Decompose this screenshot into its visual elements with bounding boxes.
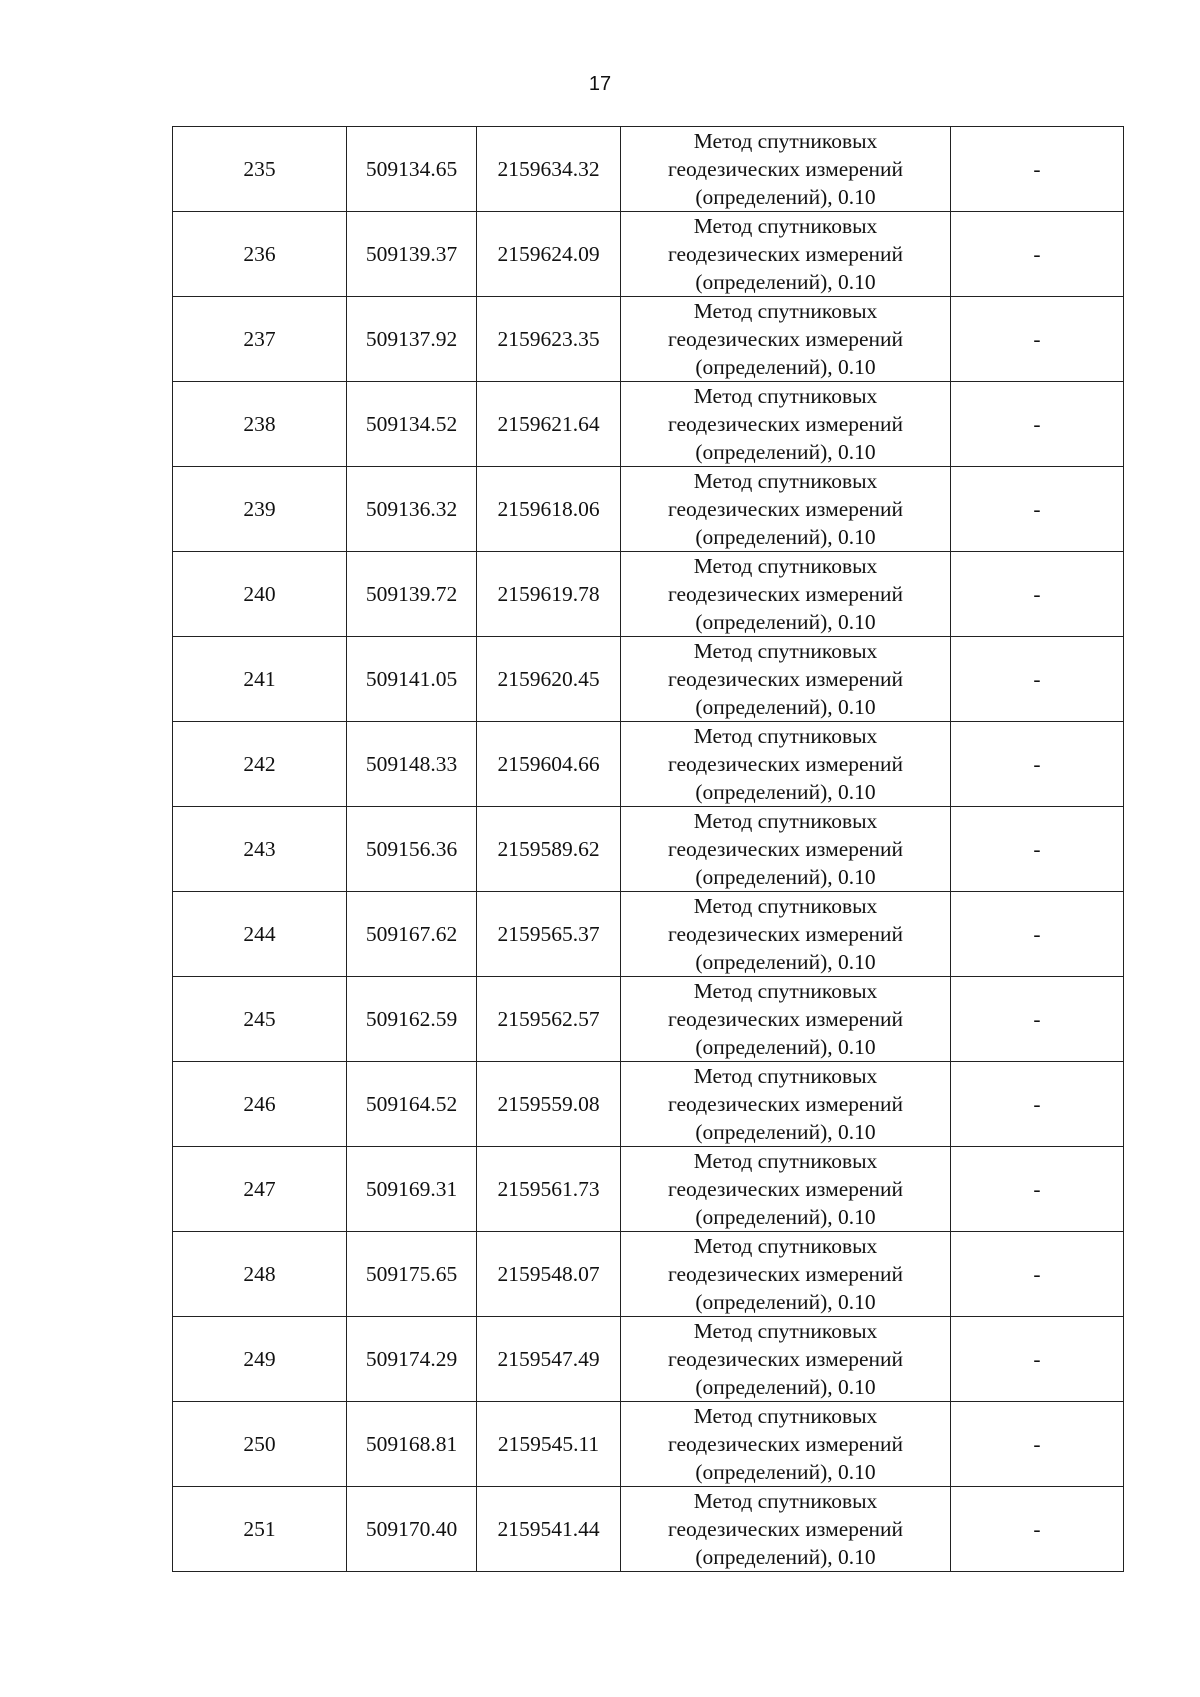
- point-number-cell: 248: [173, 1232, 347, 1317]
- method-line: (определений), 0.10: [695, 1120, 876, 1144]
- method-line: (определений), 0.10: [695, 525, 876, 549]
- method-line: геодезических измерений: [667, 752, 904, 776]
- method-line: геодезических измерений: [667, 922, 904, 946]
- table-row: [173, 552, 1124, 637]
- table-row: [173, 1147, 1124, 1232]
- method-cell: [621, 1317, 951, 1402]
- method-line: (определений), 0.10: [695, 1375, 876, 1399]
- method-cell: [621, 1232, 951, 1317]
- method-line: (определений), 0.10: [695, 865, 876, 889]
- x-coordinate-cell: 509136.32: [347, 467, 477, 552]
- y-coordinate-cell: 2159620.45: [477, 637, 621, 722]
- table-row: [173, 467, 1124, 552]
- method-line: Метод спутниковых: [693, 384, 878, 408]
- method-line: геодезических измерений: [667, 1262, 904, 1286]
- method-line: (определений), 0.10: [695, 185, 876, 209]
- method-cell: [621, 552, 951, 637]
- point-number-cell: 245: [173, 977, 347, 1062]
- point-number-cell: 244: [173, 892, 347, 977]
- method-line: (определений), 0.10: [695, 355, 876, 379]
- method-line: геодезических измерений: [667, 327, 904, 351]
- method-line: геодезических измерений: [667, 582, 904, 606]
- x-coordinate-cell: 509164.52: [347, 1062, 477, 1147]
- table-row: [173, 807, 1124, 892]
- table-row: [173, 892, 1124, 977]
- method-cell: [621, 977, 951, 1062]
- table-row: [173, 382, 1124, 467]
- y-coordinate-cell: 2159565.37: [477, 892, 621, 977]
- method-cell: [621, 212, 951, 297]
- method-line: (определений), 0.10: [695, 1205, 876, 1229]
- method-line: Метод спутниковых: [693, 1234, 878, 1258]
- method-cell: [621, 1062, 951, 1147]
- x-coordinate-cell: 509148.33: [347, 722, 477, 807]
- note-cell: -: [951, 1232, 1124, 1317]
- x-coordinate-cell: 509174.29: [347, 1317, 477, 1402]
- x-coordinate-cell: 509134.52: [347, 382, 477, 467]
- method-line: (определений), 0.10: [695, 1545, 876, 1569]
- note-cell: -: [951, 297, 1124, 382]
- method-line: (определений), 0.10: [695, 1035, 876, 1059]
- y-coordinate-cell: 2159547.49: [477, 1317, 621, 1402]
- table-row: [173, 1487, 1124, 1572]
- method-line: Метод спутниковых: [693, 724, 878, 748]
- x-coordinate-cell: 509162.59: [347, 977, 477, 1062]
- x-coordinate-cell: 509175.65: [347, 1232, 477, 1317]
- method-line: геодезических измерений: [667, 157, 904, 181]
- method-line: Метод спутниковых: [693, 1489, 878, 1513]
- x-coordinate-cell: 509139.37: [347, 212, 477, 297]
- method-cell: [621, 1147, 951, 1232]
- method-cell: [621, 722, 951, 807]
- note-cell: -: [951, 467, 1124, 552]
- method-line: геодезических измерений: [667, 1177, 904, 1201]
- method-line: Метод спутниковых: [693, 469, 878, 493]
- table-row: [173, 212, 1124, 297]
- method-line: Метод спутниковых: [693, 809, 878, 833]
- method-line: Метод спутниковых: [693, 1064, 878, 1088]
- x-coordinate-cell: 509137.92: [347, 297, 477, 382]
- method-line: Метод спутниковых: [693, 1149, 878, 1173]
- method-line: геодезических измерений: [667, 1007, 904, 1031]
- y-coordinate-cell: 2159624.09: [477, 212, 621, 297]
- point-number-cell: 250: [173, 1402, 347, 1487]
- method-line: (определений), 0.10: [695, 695, 876, 719]
- table-row: [173, 637, 1124, 722]
- x-coordinate-cell: 509168.81: [347, 1402, 477, 1487]
- note-cell: -: [951, 977, 1124, 1062]
- y-coordinate-cell: 2159562.57: [477, 977, 621, 1062]
- y-coordinate-cell: 2159621.64: [477, 382, 621, 467]
- x-coordinate-cell: 509167.62: [347, 892, 477, 977]
- method-line: Метод спутниковых: [693, 1319, 878, 1343]
- method-line: Метод спутниковых: [693, 554, 878, 578]
- method-line: геодезических измерений: [667, 497, 904, 521]
- method-line: Метод спутниковых: [693, 639, 878, 663]
- y-coordinate-cell: 2159559.08: [477, 1062, 621, 1147]
- note-cell: -: [951, 722, 1124, 807]
- page-number: 17: [588, 73, 612, 95]
- note-cell: -: [951, 1147, 1124, 1232]
- point-number-cell: 247: [173, 1147, 347, 1232]
- note-cell: -: [951, 212, 1124, 297]
- method-line: (определений), 0.10: [695, 610, 876, 634]
- method-line: (определений), 0.10: [695, 270, 876, 294]
- table-row: [173, 1062, 1124, 1147]
- method-line: геодезических измерений: [667, 1347, 904, 1371]
- method-line: геодезических измерений: [667, 1432, 904, 1456]
- method-line: геодезических измерений: [667, 242, 904, 266]
- method-cell: [621, 637, 951, 722]
- y-coordinate-cell: 2159548.07: [477, 1232, 621, 1317]
- point-number-cell: 243: [173, 807, 347, 892]
- y-coordinate-cell: 2159545.11: [477, 1402, 621, 1487]
- note-cell: -: [951, 552, 1124, 637]
- y-coordinate-cell: 2159541.44: [477, 1487, 621, 1572]
- method-line: (определений), 0.10: [695, 1460, 876, 1484]
- table-row: [173, 977, 1124, 1062]
- point-number-cell: 235: [173, 127, 347, 212]
- point-number-cell: 237: [173, 297, 347, 382]
- method-cell: [621, 127, 951, 212]
- x-coordinate-cell: 509156.36: [347, 807, 477, 892]
- method-line: Метод спутниковых: [693, 979, 878, 1003]
- table-row: [173, 1232, 1124, 1317]
- table-row: [173, 722, 1124, 807]
- x-coordinate-cell: 509169.31: [347, 1147, 477, 1232]
- note-cell: -: [951, 892, 1124, 977]
- y-coordinate-cell: 2159589.62: [477, 807, 621, 892]
- method-cell: [621, 1487, 951, 1572]
- method-cell: [621, 807, 951, 892]
- method-line: (определений), 0.10: [695, 950, 876, 974]
- x-coordinate-cell: 509134.65: [347, 127, 477, 212]
- method-line: Метод спутниковых: [693, 894, 878, 918]
- method-cell: [621, 382, 951, 467]
- y-coordinate-cell: 2159623.35: [477, 297, 621, 382]
- note-cell: -: [951, 382, 1124, 467]
- method-line: геодезических измерений: [667, 837, 904, 861]
- note-cell: -: [951, 807, 1124, 892]
- y-coordinate-cell: 2159561.73: [477, 1147, 621, 1232]
- note-cell: -: [951, 127, 1124, 212]
- y-coordinate-cell: 2159619.78: [477, 552, 621, 637]
- note-cell: -: [951, 1402, 1124, 1487]
- method-line: геодезических измерений: [667, 667, 904, 691]
- method-line: Метод спутниковых: [693, 129, 878, 153]
- point-number-cell: 246: [173, 1062, 347, 1147]
- x-coordinate-cell: 509170.40: [347, 1487, 477, 1572]
- table-row: [173, 127, 1124, 212]
- point-number-cell: 239: [173, 467, 347, 552]
- method-cell: [621, 297, 951, 382]
- note-cell: -: [951, 1317, 1124, 1402]
- y-coordinate-cell: 2159604.66: [477, 722, 621, 807]
- point-number-cell: 249: [173, 1317, 347, 1402]
- table-row: [173, 1317, 1124, 1402]
- point-number-cell: 236: [173, 212, 347, 297]
- method-cell: [621, 467, 951, 552]
- point-number-cell: 241: [173, 637, 347, 722]
- method-cell: [621, 892, 951, 977]
- method-line: (определений), 0.10: [695, 1290, 876, 1314]
- method-line: Метод спутниковых: [693, 214, 878, 238]
- coordinates-table: [172, 126, 1124, 1572]
- point-number-cell: 242: [173, 722, 347, 807]
- y-coordinate-cell: 2159618.06: [477, 467, 621, 552]
- table-row: [173, 1402, 1124, 1487]
- method-line: Метод спутниковых: [693, 1404, 878, 1428]
- method-line: (определений), 0.10: [695, 440, 876, 464]
- note-cell: -: [951, 1487, 1124, 1572]
- x-coordinate-cell: 509141.05: [347, 637, 477, 722]
- x-coordinate-cell: 509139.72: [347, 552, 477, 637]
- point-number-cell: 238: [173, 382, 347, 467]
- table-row: [173, 297, 1124, 382]
- method-line: геодезических измерений: [667, 1517, 904, 1541]
- y-coordinate-cell: 2159634.32: [477, 127, 621, 212]
- method-cell: [621, 1402, 951, 1487]
- point-number-cell: 251: [173, 1487, 347, 1572]
- method-line: геодезических измерений: [667, 1092, 904, 1116]
- method-line: (определений), 0.10: [695, 780, 876, 804]
- method-line: геодезических измерений: [667, 412, 904, 436]
- note-cell: -: [951, 1062, 1124, 1147]
- method-line: Метод спутниковых: [693, 299, 878, 323]
- point-number-cell: 240: [173, 552, 347, 637]
- note-cell: -: [951, 637, 1124, 722]
